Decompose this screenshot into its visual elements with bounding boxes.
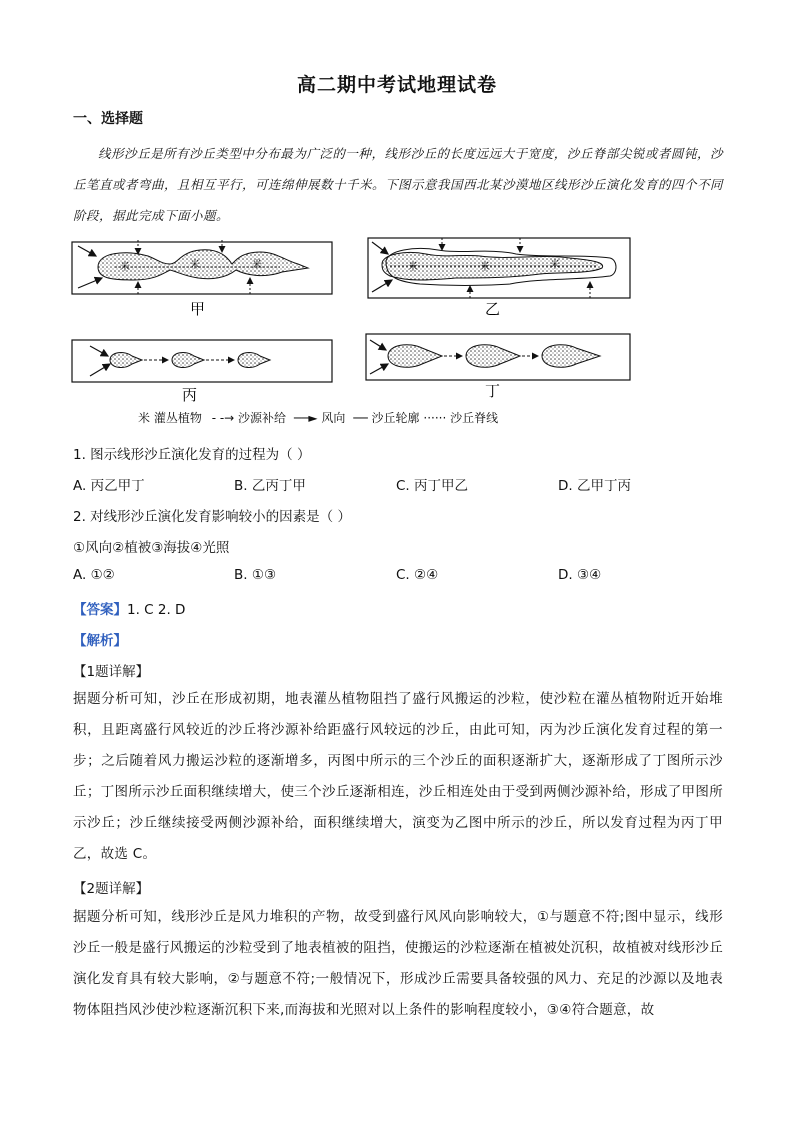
analysis-tag: 【解析】 (73, 633, 127, 649)
q1-option-d: D. 乙甲丁丙 (558, 478, 631, 494)
svg-text:⽶: ⽶ (120, 262, 130, 273)
q2-option-c: C. ②④ (396, 567, 439, 583)
dashed-arrow-icon: - -→ (211, 411, 235, 425)
q1-option-a: A. 丙乙甲丁 (73, 478, 145, 494)
question-2-stem: 2. 对线形沙丘演化发育影响较小的因素是（ ） (73, 509, 351, 525)
section-heading: 一、选择题 (73, 111, 143, 127)
detail-1-text: 据题分析可知，沙丘在形成初期，地表灌丛植物阻挡了盛行风搬运的沙粒，使沙粒在灌丛植物附近开始堆积，且距离盛行风较近的沙丘将沙源补给距盛行风较远的沙丘，由此可知，丙为沙丘演化发育过程的第一步；之后随着风力搬运沙粒的逐渐增多，丙图中所示的三个沙丘的面积逐渐扩大，逐渐形成了丁图所示沙丘；丁图所示沙丘面积继续增大，使三个沙丘逐渐相连，沙丘相连处由于受到两侧沙源补给，形成了甲图所示沙丘；沙丘继续接受两侧沙源补给，面积继续增大，演变为乙图中所示的沙丘，所以发育过程为丙丁甲乙，故选 C。 (73, 691, 723, 862)
answer-line (73, 598, 185, 618)
shrub-icon: ⽶ (138, 411, 151, 425)
q2-option-b: B. ①③ (234, 567, 277, 583)
svg-text:⽶: ⽶ (190, 260, 200, 271)
solid-arrow-icon: ──► (293, 411, 318, 425)
figure-legend: ⽶ 灌丛植物 - -→ 沙源补给 ──► 风向 ── 沙丘轮廓 ······ 沙丘脊线 (138, 411, 499, 425)
panel-yi (368, 238, 630, 318)
detail-2-text: 据题分析可知，线形沙丘是风力堆积的产物，故受到盛行风风向影响较大，①与题意不符;图中显示，线形沙丘一般是盛行风搬运的沙粒受到了地表植被的阻挡，使搬运的沙粒逐渐在植被处沉积，故植被对线形沙丘演化发育具有较大影响，②与题意不符;一般情况下，形成沙丘需要具备较强的风力、充足的沙源以及地表物体阻挡风沙使沙粒逐渐沉积下来,而海拔和光照对以上条件的影响程度较小，③④符合题意，故 (73, 909, 723, 1018)
svg-text:⽶: ⽶ (252, 260, 262, 271)
panel-label-yi: 乙 (485, 300, 501, 318)
q1-option-c: C. 丙丁甲乙 (396, 478, 469, 494)
panel-label-bing: 丙 (182, 386, 198, 404)
intro-paragraph: 线形沙丘是所有沙丘类型中分布最为广泛的一种，线形沙丘的长度远远大于宽度，沙丘脊部尖锐或者圆钝，沙丘笔直或者弯曲，且相互平行，可连绵伸展数十千米。下图示意我国西北某沙漠地区线形沙丘演化发育的四个不同阶段，据此完成下面小题。 (73, 146, 724, 223)
solid-line-icon: ── (353, 411, 368, 425)
q1-option-b: B. 乙丙丁甲 (234, 478, 306, 494)
panel-label-ding: 丁 (485, 382, 501, 400)
dune-evolution-figure (70, 234, 730, 434)
svg-text:⽶: ⽶ (550, 260, 560, 271)
svg-text:⽶: ⽶ (480, 262, 490, 273)
panel-jia (72, 240, 332, 318)
panel-bing (72, 340, 332, 404)
question-2-factors: ①风向②植被③海拔④光照 (73, 540, 230, 556)
q2-option-d: D. ③④ (558, 567, 602, 583)
answer-tag: 【答案】 (73, 602, 127, 618)
q2-option-a: A. ①② (73, 567, 115, 583)
detail-2-tag: 【2题详解】 (73, 881, 150, 897)
panel-ding (366, 334, 630, 400)
answer-text: 1. C 2. D (127, 602, 186, 618)
question-1-stem: 1. 图示线形沙丘演化发育的过程为（ ） (73, 447, 311, 463)
svg-text:⽶: ⽶ (408, 262, 418, 273)
panel-label-jia: 甲 (190, 300, 206, 318)
page-title: 高二期中考试地理试卷 (296, 74, 497, 96)
detail-1-tag: 【1题详解】 (73, 664, 150, 680)
dotted-line-icon: ······ (423, 411, 447, 425)
